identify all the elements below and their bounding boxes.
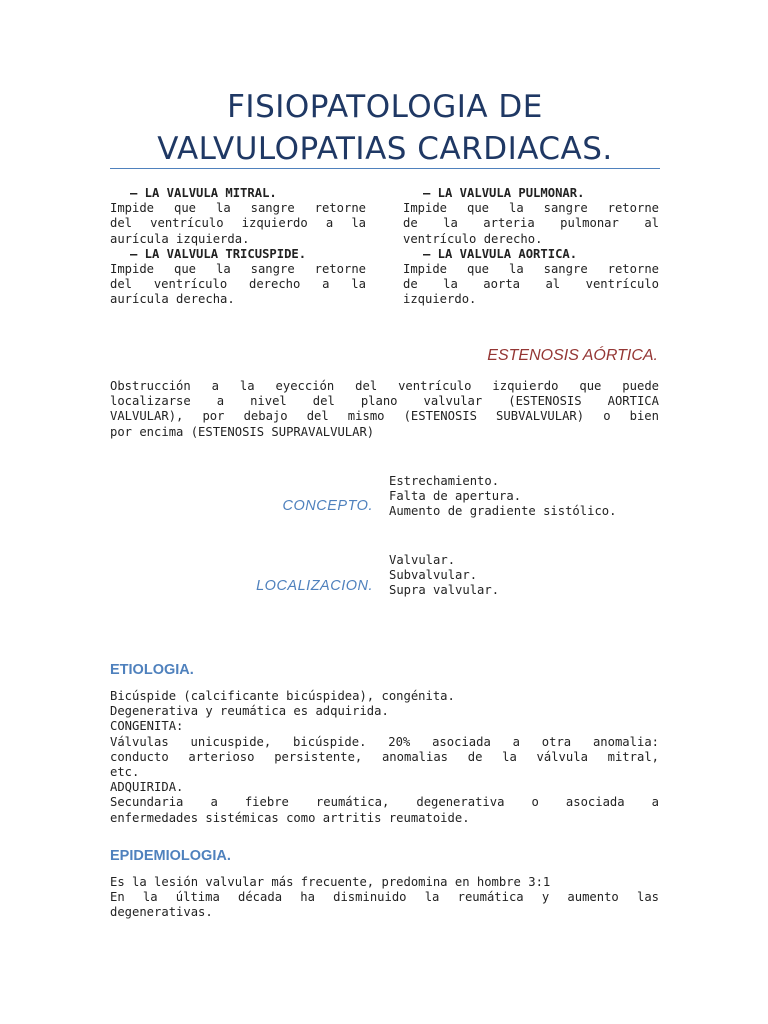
paragraph-line: por encima (ESTENOSIS SUPRAVALVULAR) [110,424,375,439]
paragraph-line: Secundaria a fiebre reumática, degenerativa o asociada a [110,795,659,810]
paragraph-line: Es la lesión valvular más frecuente, predomina en hombre 3:1 [110,875,551,889]
localizacion-label: LOCALIZACION. [256,578,373,594]
epidemiologia-paragraph [110,875,659,921]
title-divider [110,168,660,169]
valve-heading: – LA VALVULA AORTICA. [423,246,578,261]
valve-text-line: de la arteria pulmonar al [403,216,659,231]
document-title [110,86,660,170]
valve-block-mitral [110,186,366,247]
valve-block-pulmonar [403,186,659,247]
valve-text-line: Impide que la sangre retorne [110,262,366,277]
list-item: Estrechamiento. [389,474,500,488]
valve-heading: – LA VALVULA TRICUSPIDE. [130,246,307,261]
paragraph-line: Válvulas unicuspide, bicúspide. 20% asociada a otra anomalia: [110,734,659,749]
paragraph-line: VALVULAR), por debajo del mismo (ESTENOSIS SUBVALVULAR) o bien [110,409,659,424]
estenosis-heading: ESTENOSIS AÓRTICA. [487,347,658,364]
title-line-2: VALVULOPATIAS CARDIACAS. [157,131,613,167]
concepto-label: CONCEPTO. [282,498,373,514]
paragraph-line: En la última década ha disminuido la reumática y aumento las [110,890,659,905]
epidemiologia-heading: EPIDEMIOLOGIA. [110,848,231,864]
valve-text-line: aurícula derecha. [110,292,235,307]
list-item: Supra valvular. [389,583,500,598]
valve-text-line: izquierdo. [403,292,477,307]
list-item: Valvular. [389,553,456,567]
valve-text-line: aurícula izquierda. [110,231,250,246]
paragraph-line: etc. [110,765,140,780]
valve-text-line: del ventrículo izquierdo a la [110,216,366,231]
paragraph-line: degenerativas. [110,905,213,920]
valve-block-tricuspide [110,247,366,308]
valve-heading: – LA VALVULA PULMONAR. [423,186,585,200]
list-item: Falta de apertura. [389,489,522,504]
etiologia-paragraph [110,689,659,826]
paragraph-line: enfermedades sistémicas como artritis reumatoide. [110,810,470,825]
valve-text-line: ventrículo derecho. [403,231,543,246]
valves-right-column [403,186,659,308]
valve-block-aortica [403,247,659,308]
paragraph-line: ADQUIRIDA. [110,780,184,795]
valve-text-line: Impide que la sangre retorne [403,201,659,216]
list-item: Aumento de gradiente sistólico. [389,504,617,519]
concepto-list [389,474,616,520]
valve-text-line: del ventrículo derecho a la [110,277,366,292]
paragraph-line: CONGENITA: [110,719,184,734]
paragraph-line: Bicúspide (calcificante bicúspidea), congénita. [110,689,455,703]
paragraph-line: Degenerativa y reumática es adquirida. [110,704,389,719]
list-item: Subvalvular. [389,568,478,583]
valve-heading: – LA VALVULA MITRAL. [130,186,277,200]
title-line-1: FISIOPATOLOGIA DE [227,89,543,125]
valves-left-column [110,186,366,308]
estenosis-paragraph [110,379,659,440]
etiologia-heading: ETIOLOGIA. [110,662,194,678]
localizacion-list [389,553,499,599]
paragraph-line: conducto arterioso persistente, anomalias de la válvula mitral, [110,749,659,764]
valve-text-line: Impide que la sangre retorne [403,262,659,277]
valve-text-line: de la aorta al ventrículo [403,277,659,292]
paragraph-line: Obstrucción a la eyección del ventrículo izquierdo que puede [110,379,659,393]
paragraph-line: localizarse a nivel del plano valvular (ESTENOSIS AORTICA [110,394,659,409]
valve-text-line: Impide que la sangre retorne [110,201,366,216]
